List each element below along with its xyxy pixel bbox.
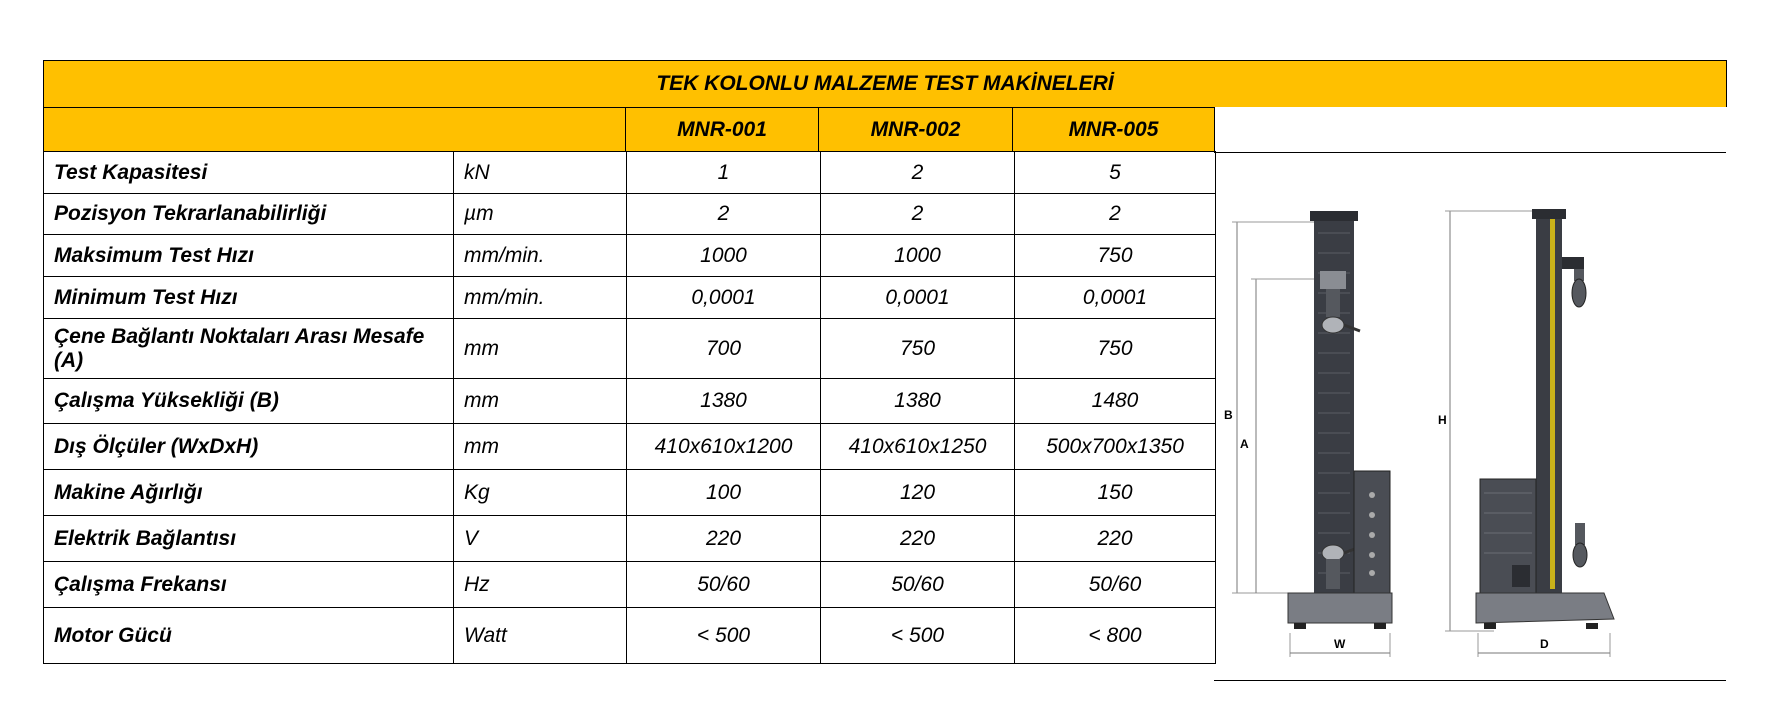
spec-row: [44, 608, 1216, 664]
spec-label: Minimum Test Hızı: [44, 277, 454, 319]
spec-value-mnr-001: 1380: [627, 379, 821, 424]
front-view: [1224, 211, 1392, 657]
spec-label: Pozisyon Tekrarlanabilirliği: [44, 194, 454, 235]
spec-row: [44, 470, 1216, 516]
spec-value-mnr-001: 700: [627, 319, 821, 379]
spec-value-mnr-002: < 500: [821, 608, 1015, 664]
spec-row: [44, 562, 1216, 608]
spec-value-mnr-001: 2: [627, 194, 821, 235]
spec-unit: mm: [454, 319, 627, 379]
machine-drawing: [1214, 153, 1726, 680]
spec-row: [44, 194, 1216, 235]
model-header-3: MNR-005: [1012, 107, 1215, 152]
spec-unit: Hz: [454, 562, 627, 608]
spec-unit: mm/min.: [454, 235, 627, 277]
spec-label: Çene Bağlantı Noktaları Arası Mesafe (A): [44, 319, 454, 379]
spec-value-mnr-005: 220: [1015, 516, 1216, 562]
spec-label: Elektrik Bağlantısı: [44, 516, 454, 562]
dimension-label-h: H: [1438, 413, 1447, 427]
spec-value-mnr-001: 1000: [627, 235, 821, 277]
spec-value-mnr-001: 220: [627, 516, 821, 562]
spec-value-mnr-002: 0,0001: [821, 277, 1015, 319]
spec-row: [44, 319, 1216, 379]
spec-value-mnr-002: 220: [821, 516, 1015, 562]
spec-value-mnr-005: 2: [1015, 194, 1216, 235]
spec-label: Test Kapasitesi: [44, 152, 454, 194]
side-view: [1438, 209, 1614, 657]
spec-value-mnr-005: 750: [1015, 319, 1216, 379]
spec-unit: mm/min.: [454, 277, 627, 319]
spec-value-mnr-001: 410x610x1200: [627, 424, 821, 470]
spec-value-mnr-002: 2: [821, 152, 1015, 194]
spec-label: Dış Ölçüler (WxDxH): [44, 424, 454, 470]
dimension-label-w: W: [1334, 637, 1346, 651]
spec-value-mnr-002: 120: [821, 470, 1015, 516]
spec-row: [44, 516, 1216, 562]
spec-row: [44, 277, 1216, 319]
spec-value-mnr-002: 1380: [821, 379, 1015, 424]
spec-value-mnr-005: 50/60: [1015, 562, 1216, 608]
model-header-1: MNR-001: [625, 107, 819, 152]
spec-unit: Kg: [454, 470, 627, 516]
spec-table: [43, 151, 1216, 664]
spec-sheet: [43, 60, 1727, 681]
spec-value-mnr-001: 100: [627, 470, 821, 516]
spec-value-mnr-005: 150: [1015, 470, 1216, 516]
dimension-label-a: A: [1240, 437, 1249, 451]
spec-unit: kN: [454, 152, 627, 194]
spec-value-mnr-002: 750: [821, 319, 1015, 379]
spec-value-mnr-002: 50/60: [821, 562, 1015, 608]
spec-row: [44, 152, 1216, 194]
spec-unit: V: [454, 516, 627, 562]
dimension-label-b: B: [1224, 408, 1233, 422]
machine-drawing-panel: [1214, 152, 1726, 681]
spec-value-mnr-002: 1000: [821, 235, 1015, 277]
spec-value-mnr-005: 0,0001: [1015, 277, 1216, 319]
spec-value-mnr-005: 500x700x1350: [1015, 424, 1216, 470]
spec-label: Makine Ağırlığı: [44, 470, 454, 516]
spec-unit: µm: [454, 194, 627, 235]
spec-row: [44, 235, 1216, 277]
spec-label: Motor Gücü: [44, 608, 454, 664]
model-header-2: MNR-002: [818, 107, 1013, 152]
spec-value-mnr-001: 0,0001: [627, 277, 821, 319]
spec-value-mnr-001: < 500: [627, 608, 821, 664]
spec-unit: mm: [454, 424, 627, 470]
spec-value-mnr-002: 410x610x1250: [821, 424, 1015, 470]
spec-unit: mm: [454, 379, 627, 424]
spec-unit: Watt: [454, 608, 627, 664]
spec-value-mnr-005: 1480: [1015, 379, 1216, 424]
spec-value-mnr-005: 750: [1015, 235, 1216, 277]
dimension-label-d: D: [1540, 637, 1549, 651]
spec-label: Çalışma Frekansı: [44, 562, 454, 608]
spec-row: [44, 379, 1216, 424]
spec-label: Maksimum Test Hızı: [44, 235, 454, 277]
spec-value-mnr-001: 50/60: [627, 562, 821, 608]
spec-value-mnr-002: 2: [821, 194, 1015, 235]
table-title: TEK KOLONLU MALZEME TEST MAKİNELERİ: [43, 60, 1727, 107]
spec-value-mnr-001: 1: [627, 152, 821, 194]
spec-label: Çalışma Yüksekliği (B): [44, 379, 454, 424]
spec-row: [44, 424, 1216, 470]
spec-value-mnr-005: < 800: [1015, 608, 1216, 664]
spec-value-mnr-005: 5: [1015, 152, 1216, 194]
header-blank-cell: [43, 107, 626, 152]
